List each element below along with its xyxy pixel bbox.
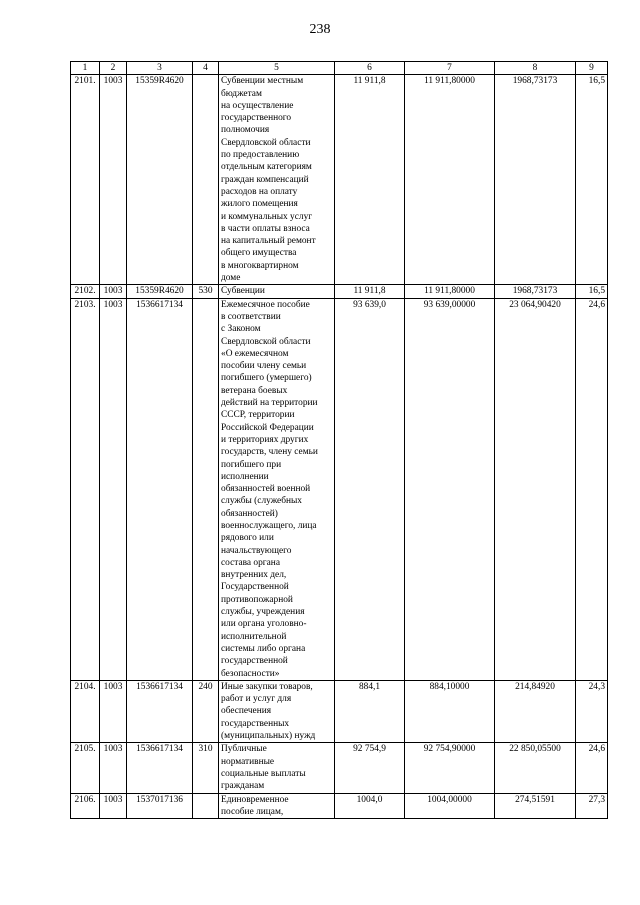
target-article: 1536617134 — [127, 298, 193, 680]
planned-amount: 1004,0 — [335, 793, 405, 819]
table-row — [71, 680, 608, 742]
executed-amount: 1968,73173 — [495, 285, 576, 298]
item-name — [219, 793, 335, 819]
section-code: 1003 — [100, 680, 127, 742]
row-number: 2103. — [71, 298, 100, 680]
section-code: 1003 — [100, 75, 127, 285]
budget-table — [70, 61, 608, 819]
item-name — [219, 680, 335, 742]
planned-amount: 11 911,8 — [335, 285, 405, 298]
item-name-text: Ежемесячное пособие в соответствии с Законом Свердловской области «О ежемесячном пособии члену семьи погибшего (умершего) ветерана боевых действий на территории СССР, территории Российской Федерации и территориях других государств, члену семьи погибшего при исполнении обязанностей военной службы (служебных обязанностей) военнослужащего, лица рядового или начальствующего состава органа внутренних дел, Государственной противопожарной службы, учреждения или органа уголовно- исполнительной системы либо органа государственной безопасности» — [221, 299, 318, 679]
executed-amount: 214,84920 — [495, 680, 576, 742]
refined-amount: 884,10000 — [405, 680, 495, 742]
executed-amount: 23 064,90420 — [495, 298, 576, 680]
item-name-text: Единовременное пособие лицам, — [221, 794, 289, 817]
table-row — [71, 298, 608, 680]
column-header: 2 — [100, 62, 127, 75]
item-name-text: Субвенции местным бюджетам на осуществление государственного полномочия Свердловской области по предоставлению отдельным категориям граждан компенсаций расходов на оплату жилого помещения и коммунальных услуг в части оплаты взноса на капитальный ремонт общего имущества в многоквартирном доме — [221, 76, 316, 284]
table-row — [71, 743, 608, 793]
expense-type — [193, 793, 219, 819]
execution-percent: 16,5 — [576, 75, 608, 285]
section-code: 1003 — [100, 793, 127, 819]
column-header: 9 — [576, 62, 608, 75]
column-header: 6 — [335, 62, 405, 75]
row-number: 2105. — [71, 743, 100, 793]
target-article: 15359R4620 — [127, 75, 193, 285]
planned-amount: 884,1 — [335, 680, 405, 742]
page-number: 238 — [309, 22, 331, 37]
execution-percent: 16,5 — [576, 285, 608, 298]
header-row — [71, 62, 608, 75]
expense-type: 310 — [193, 743, 219, 793]
refined-amount: 11 911,80000 — [405, 285, 495, 298]
refined-amount: 1004,00000 — [405, 793, 495, 819]
table-row — [71, 793, 608, 819]
column-header: 4 — [193, 62, 219, 75]
execution-percent: 24,6 — [576, 298, 608, 680]
row-number: 2101. — [71, 75, 100, 285]
refined-amount: 93 639,00000 — [405, 298, 495, 680]
column-header: 7 — [405, 62, 495, 75]
expense-type: 530 — [193, 285, 219, 298]
execution-percent: 24,3 — [576, 680, 608, 742]
execution-percent: 27,3 — [576, 793, 608, 819]
expense-type: 240 — [193, 680, 219, 742]
target-article: 1537017136 — [127, 793, 193, 819]
table-row — [71, 285, 608, 298]
section-code: 1003 — [100, 743, 127, 793]
executed-amount: 274,51591 — [495, 793, 576, 819]
planned-amount: 93 639,0 — [335, 298, 405, 680]
section-code: 1003 — [100, 298, 127, 680]
column-header: 8 — [495, 62, 576, 75]
table-row — [71, 75, 608, 285]
planned-amount: 11 911,8 — [335, 75, 405, 285]
refined-amount: 11 911,80000 — [405, 75, 495, 285]
execution-percent: 24,6 — [576, 743, 608, 793]
target-article: 1536617134 — [127, 743, 193, 793]
expense-type — [193, 298, 219, 680]
row-number: 2106. — [71, 793, 100, 819]
column-header: 1 — [71, 62, 100, 75]
refined-amount: 92 754,90000 — [405, 743, 495, 793]
planned-amount: 92 754,9 — [335, 743, 405, 793]
executed-amount: 22 850,05500 — [495, 743, 576, 793]
column-header: 3 — [127, 62, 193, 75]
item-name — [219, 285, 335, 298]
item-name — [219, 743, 335, 793]
executed-amount: 1968,73173 — [495, 75, 576, 285]
expense-type — [193, 75, 219, 285]
item-name-text: Субвенции — [221, 286, 265, 297]
section-code: 1003 — [100, 285, 127, 298]
item-name — [219, 75, 335, 285]
target-article: 1536617134 — [127, 680, 193, 742]
item-name-text: Иные закупки товаров, работ и услуг для обеспечения государственных (муниципальных) нужд — [221, 681, 316, 742]
item-name — [219, 298, 335, 680]
column-header: 5 — [219, 62, 335, 75]
row-number: 2104. — [71, 680, 100, 742]
target-article: 15359R4620 — [127, 285, 193, 298]
item-name-text: Публичные нормативные социальные выплаты гражданам — [221, 744, 306, 792]
row-number: 2102. — [71, 285, 100, 298]
